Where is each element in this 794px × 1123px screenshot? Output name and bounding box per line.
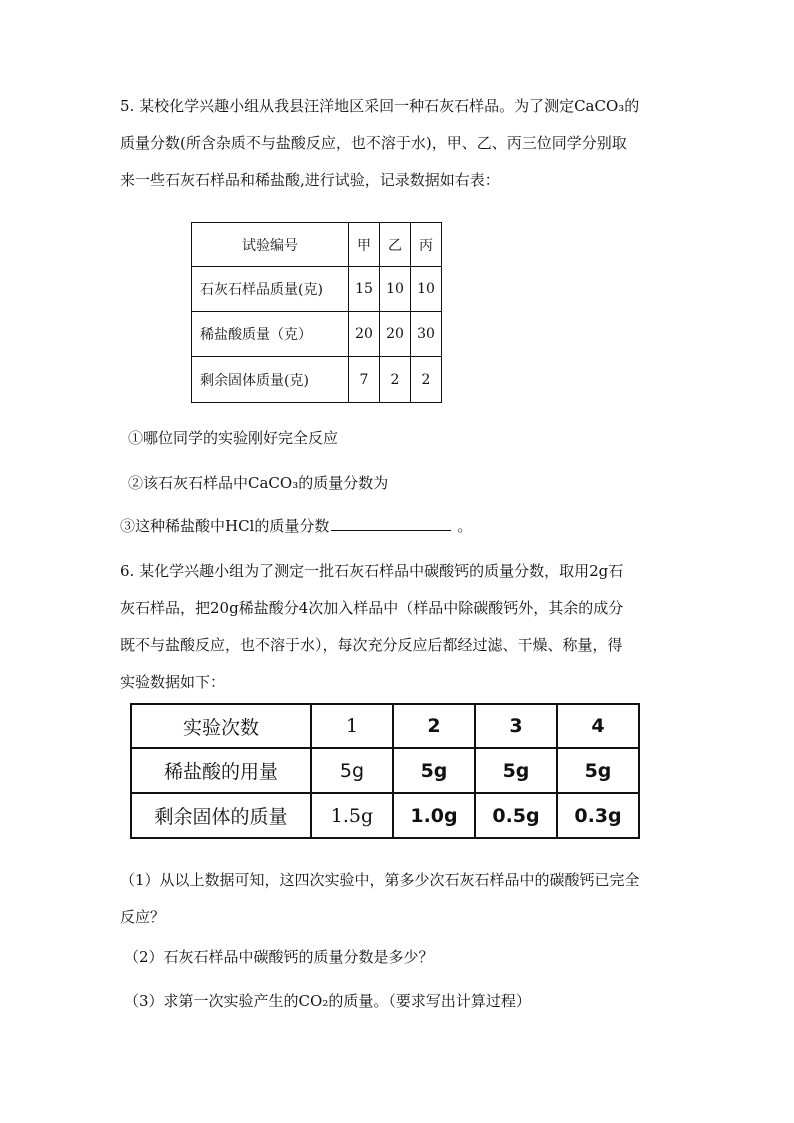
table-row	[131, 748, 639, 793]
table-header-cell: 甲	[349, 223, 380, 267]
table-header-cell: 丙	[411, 223, 442, 267]
table-cell: 2	[411, 357, 442, 403]
q5-subquestion-2: ②该石灰石样品中CaCO₃的质量分数为	[128, 474, 389, 492]
q5-data-table	[191, 222, 442, 403]
q6-line-3: 既不与盐酸反应，也不溶于水），每次充分反应后都经过滤、干燥、称量，得	[120, 636, 623, 654]
table-row	[131, 793, 639, 838]
question-6-text	[120, 553, 680, 701]
table-header-cell: 乙	[380, 223, 411, 267]
table-header-cell: 实验次数	[131, 704, 311, 748]
q5-subquestion-1: ①哪位同学的实验刚好完全反应	[128, 429, 339, 447]
table-row	[192, 223, 442, 267]
table-header-cell: 2	[393, 704, 475, 748]
table-cell: 15	[349, 267, 380, 312]
table-header-cell: 试验编号	[192, 223, 349, 267]
table-cell: 5g	[311, 748, 393, 793]
q6-subquestion-3: （3）求第一次实验产生的CO₂的质量。（要求写出计算过程）	[124, 992, 531, 1010]
table-cell: 20	[380, 312, 411, 357]
q6-line-4: 实验数据如下：	[120, 673, 226, 691]
table-header-cell: 1	[311, 704, 393, 748]
question-5-text	[120, 88, 680, 199]
table-cell: 5g	[475, 748, 557, 793]
table-cell: 30	[411, 312, 442, 357]
q5-subquestion-3	[120, 515, 472, 536]
table-row	[131, 704, 639, 748]
q5-sub3-text: ③这种稀盐酸中HCl的质量分数	[120, 517, 330, 535]
table-cell: 20	[349, 312, 380, 357]
table-cell: 5g	[557, 748, 639, 793]
table-row	[192, 312, 442, 357]
table-cell: 7	[349, 357, 380, 403]
table-cell: 稀盐酸质量（克）	[192, 312, 349, 357]
q6-subquestion-2: （2）石灰石样品中碳酸钙的质量分数是多少？	[124, 948, 434, 966]
table-row	[192, 357, 442, 403]
table-cell: 稀盐酸的用量	[131, 748, 311, 793]
table-header-cell: 4	[557, 704, 639, 748]
table-cell: 1.5g	[311, 793, 393, 838]
table-cell: 0.3g	[557, 793, 639, 838]
table-cell: 石灰石样品质量(克)	[192, 267, 349, 312]
q6-data-table	[130, 703, 640, 839]
table-cell: 10	[380, 267, 411, 312]
q5-line-3: 来一些石灰石样品和稀盐酸,进行试验，记录数据如右表：	[120, 171, 500, 189]
table-cell: 10	[411, 267, 442, 312]
table-header-cell: 3	[475, 704, 557, 748]
q6-sub1-line-1: （1）从以上数据可知，这四次实验中，第多少次石灰石样品中的碳酸钙已完全	[120, 871, 640, 889]
table-cell: 剩余固体的质量	[131, 793, 311, 838]
q5-line-1: 5. 某校化学兴趣小组从我县汪洋地区采回一种石灰石样品。为了测定CaCO₃的	[120, 97, 640, 115]
q5-sub3-end: 。	[457, 517, 473, 535]
q6-sub1-line-2: 反应？	[120, 908, 166, 926]
q6-line-1: 6. 某化学兴趣小组为了测定一批石灰石样品中碳酸钙的质量分数，取用2g石	[120, 562, 624, 580]
q6-subquestion-1	[120, 862, 680, 936]
table-cell: 1.0g	[393, 793, 475, 838]
table-cell: 5g	[393, 748, 475, 793]
table-cell: 剩余固体质量(克)	[192, 357, 349, 403]
q5-line-2: 质量分数(所含杂质不与盐酸反应，也不溶于水)，甲、乙、丙三位同学分别取	[120, 134, 627, 152]
table-cell: 0.5g	[475, 793, 557, 838]
table-row	[192, 267, 442, 312]
q6-line-2: 灰石样品，把20g稀盐酸分4次加入样品中（样品中除碳酸钙外，其余的成分	[120, 599, 624, 617]
table-cell: 2	[380, 357, 411, 403]
answer-blank	[331, 516, 451, 531]
